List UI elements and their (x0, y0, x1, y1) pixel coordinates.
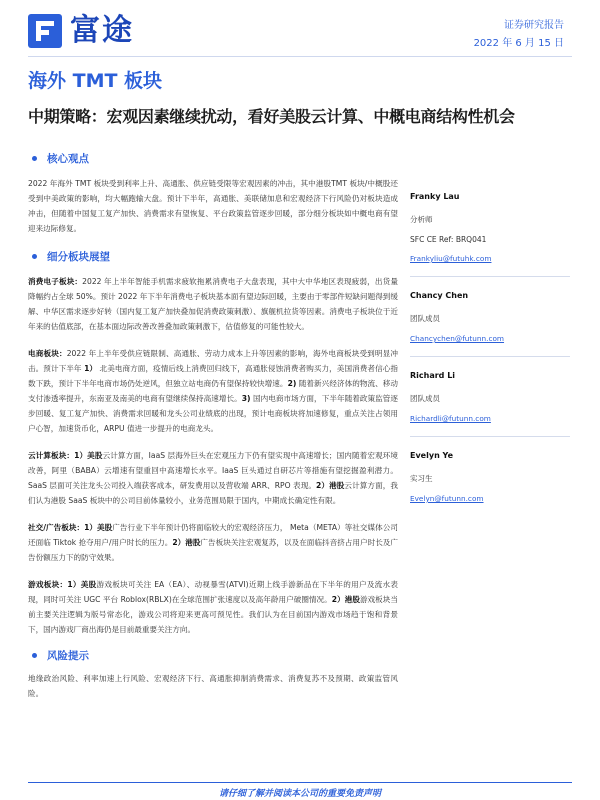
bullet-icon (32, 156, 37, 161)
section-heading-core (28, 150, 398, 166)
cloud-text-1: 云计算方面，IaaS 层海外巨头在宏观压力下仍有望实现中高速增长；国内随着宏观环境改善，阿里（BABA）云增速有望重回中高速增长水平。IaaS 巨头通过自研芯片等措施有望挖掘盈利潜力。SaaS 层面可关注龙头公司投入端获客成本，研发费用以及营收端 ARR、RPO 表现。 (28, 451, 399, 490)
analyst-email-link[interactable]: Frankyliu@futuhk.com (410, 254, 492, 263)
bullet-icon (32, 653, 37, 658)
games-text-1: 游戏板块可关注 EA（EA）、动视暴雪(ATVI)近期上线手游新品在下半年的用户及流水表现，同时可关注 UGC 平台 Roblox(RBLX)在全球范围扩张速度以及高年龄用户破圈情况。 (28, 580, 399, 604)
header-divider (28, 56, 572, 57)
analyst-card (410, 371, 570, 423)
analyst-card (410, 451, 570, 503)
social-ads-paragraph (28, 520, 398, 565)
ecommerce-paragraph (28, 346, 398, 436)
section-heading-label: 细分板块展望 (47, 250, 110, 263)
social-ads-label: 社交/广告板块： (28, 523, 85, 532)
analyst-sidebar (410, 192, 570, 530)
analyst-email-link[interactable]: Evelyn@futunn.com (410, 494, 484, 503)
consumer-electronics-paragraph (28, 274, 398, 334)
analyst-name: Evelyn Ye (410, 451, 454, 460)
sector-title: 海外 TMT 板块 (28, 70, 163, 92)
bullet-icon (32, 254, 37, 259)
games-label: 游戏板块： (28, 580, 68, 589)
analyst-email-link[interactable]: Richardli@futunn.com (410, 414, 491, 423)
cloud-label: 云计算板块： (28, 451, 75, 460)
social-ads-text-1: 广告行业下半年预计仍将面临较大的宏观经济压力， Meta（META）等社交媒体公司还面临 Tiktok 抢夺用户/用户时长的压力。 (28, 523, 398, 547)
games-num-1: 1）美股 (67, 580, 97, 589)
page-title: 中期策略：宏观因素继续扰动，看好美股云计算、中概电商结构性机会 (28, 107, 515, 126)
social-ads-num-1: 1）美股 (84, 523, 113, 532)
ecommerce-num-1: 1） (84, 364, 98, 373)
ecommerce-num-3: 3) (241, 394, 251, 403)
analyst-name: Chancy Chen (410, 291, 469, 300)
analyst-divider (410, 276, 570, 277)
social-ads-text-2: 广告板块关注宏观复苏，以及在面临抖音挤占用户时长及广告份额压力下的防守效果。 (28, 538, 398, 562)
analyst-card (410, 291, 570, 343)
analyst-card (410, 192, 570, 263)
cloud-num-1: 1）美股 (74, 451, 103, 460)
ecommerce-text-1: 2022 年上半年受供应链限制、高通胀、劳动力成本上升等因素的影响，海外电商板块受到明显冲击。预计下半年 (28, 349, 398, 373)
games-paragraph (28, 577, 398, 637)
consumer-electronics-label: 消费电子板块： (28, 277, 83, 286)
consumer-electronics-text: 2022 年上半年智能手机需求疲软拖累消费电子大盘表现，其中大中华地区表现疲弱，出货量降幅约占全球 50%。预计 2022 年下半年消费电子板块基本面有望边际回暖，主要由于零部件短缺问题得到缓解、中华区需求逐步好转（国内复工复产加快叠加促消费政策刺激）、旗舰机拉货等因素。消费电子板块位于近年来的估值底部，在基本面边际改善改善叠加政策刺激下，估值修复的可能性较大。 (28, 277, 398, 331)
footer-divider (28, 782, 572, 783)
cloud-paragraph (28, 448, 398, 508)
section-heading-segments (28, 248, 398, 264)
ecommerce-text-2: 北美电商方面，疫情后线上消费回归线下，高通胀侵蚀消费者购买力，美国消费者信心指数下跌，预计下半年电商市场仍处逆风，但独立站电商仍有望保持较快增速。 (28, 364, 398, 388)
report-type: 证券研究报告 (504, 20, 564, 31)
social-ads-num-2: 2）港股 (172, 538, 201, 547)
analyst-role: 实习生 (410, 474, 433, 483)
futu-logo-icon (28, 14, 62, 48)
ecommerce-text-4: 国内电商市场方面，下半年随着政策监管逐步回暖、复工复产加快、消费需求回暖和龙头公司业绩底的出现，预计电商板块将加速修复，重点关注占领用户心智，加速货币化，ARPU 值进一步提升的电商龙头。 (28, 394, 398, 433)
section-heading-label: 风险提示 (47, 649, 89, 662)
report-date: 2022 年 6 月 15 日 (473, 38, 564, 49)
ecommerce-num-2: 2) (287, 379, 297, 388)
futu-logo (28, 14, 134, 48)
core-paragraph: 2022 年海外 TMT 板块受到利率上升、高通胀、供应链受限等宏观因素的冲击，其中港股TMT 板块/中概股还受到中美政策的影响，均大幅跑输大盘。预计下半年，高通胀、美联储加息和宏观经济下行风险仍对板块造成冲击，但随着中国复工复产加快、消费需求有望恢复、平台政策监管逐步回暖，部分细分板块如中概电商有望迎来边际修复。 (28, 179, 398, 233)
disclaimer-link[interactable]: 请仔细了解并阅读本公司的重要免责声明 (218, 789, 381, 799)
analyst-role: 团队成员 (410, 314, 440, 323)
analyst-divider (410, 356, 570, 357)
cloud-text-2: 云计算方面，我们认为港股 SaaS 板块中的公司目前体量较小，业务范围局限于国内，中期成长确定性有限。 (28, 481, 398, 505)
ecommerce-text-3: 随着新兴经济体的物流、移动支付渗透率提升，东南亚及南美的电商有望继续保持高速增长。 (28, 379, 398, 403)
analyst-role: 分析师 (410, 215, 433, 224)
games-text-2: 游戏板块当前主要关注逻辑为版号常态化，游戏公司将迎来更高可预见性。我们认为在目前国内游戏市场趋于饱和背景下，国内游戏厂商出海仍是目前最重要关注方向。 (28, 595, 398, 634)
analyst-email-link[interactable]: Chancychen@futunn.com (410, 334, 505, 343)
analyst-name: Richard Li (410, 371, 456, 380)
analyst-license-ref: SFC CE Ref: BRQ041 (410, 235, 487, 244)
analyst-role: 团队成员 (410, 394, 440, 403)
section-heading-risk (28, 647, 398, 663)
games-num-2: 2）港股 (331, 595, 360, 604)
risk-paragraph: 地缘政治风险、利率加速上行风险、宏观经济下行、高通胀抑制消费需求、消费复苏不及预期、政策监管风险。 (28, 674, 398, 698)
cloud-num-2: 2）港股 (316, 481, 345, 490)
ecommerce-label: 电商板块： (28, 349, 67, 358)
main-content (28, 150, 398, 701)
section-heading-label: 核心观点 (47, 152, 89, 165)
analyst-name: Franky Lau (410, 192, 460, 201)
brand-name: 富途 (70, 13, 134, 48)
analyst-divider (410, 436, 570, 437)
